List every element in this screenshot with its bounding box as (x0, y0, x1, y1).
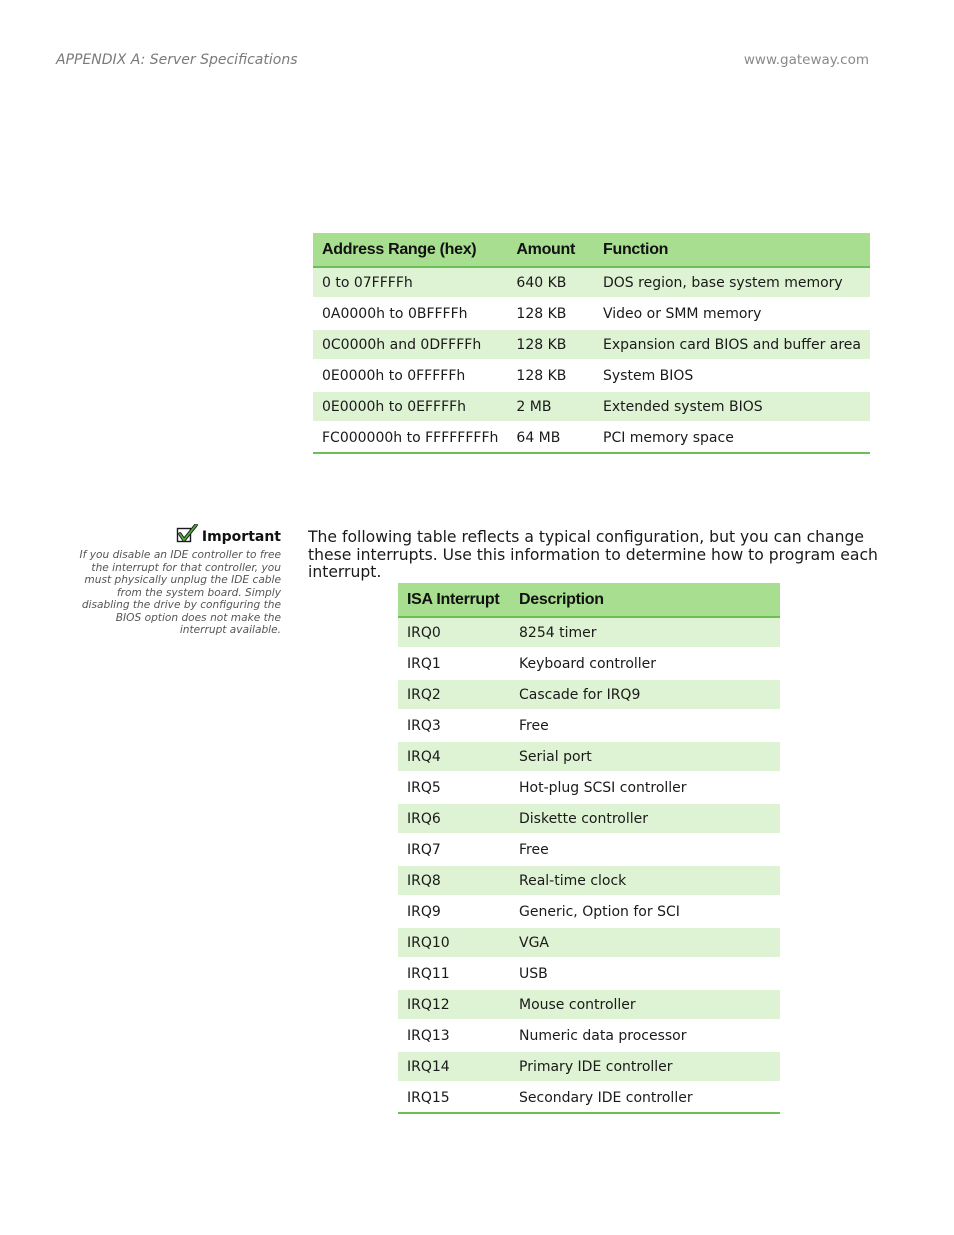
description-cell: Numeric data processor (510, 1020, 780, 1051)
address-range-cell: 0E0000h to 0FFFFFh (313, 360, 507, 391)
description-cell: Real-time clock (510, 865, 780, 896)
function-cell: Expansion card BIOS and buffer area (594, 329, 870, 360)
irq-table (398, 583, 780, 1114)
interrupt-cell: IRQ9 (398, 896, 510, 927)
table-row (398, 896, 780, 927)
interrupt-cell: IRQ4 (398, 741, 510, 772)
interrupt-cell: IRQ15 (398, 1082, 510, 1113)
address-range-cell: 0A0000h to 0BFFFFh (313, 298, 507, 329)
description-cell: Cascade for IRQ9 (510, 679, 780, 710)
description-cell: Free (510, 834, 780, 865)
important-note (70, 524, 281, 637)
interrupt-cell: IRQ12 (398, 989, 510, 1020)
table-row (398, 617, 780, 648)
amount-cell: 2 MB (507, 391, 594, 422)
table-row (398, 648, 780, 679)
running-header-website: www.gateway.com (743, 52, 869, 68)
interrupt-cell: IRQ3 (398, 710, 510, 741)
table-row (398, 1051, 780, 1082)
table-row (398, 1082, 780, 1113)
interrupt-cell: IRQ11 (398, 958, 510, 989)
interrupt-cell: IRQ7 (398, 834, 510, 865)
description-cell: Free (510, 710, 780, 741)
table-header-row (398, 583, 780, 617)
table-row (313, 267, 870, 298)
table-row (313, 360, 870, 391)
table-row (398, 958, 780, 989)
column-header: Description (510, 583, 780, 617)
interrupt-cell: IRQ10 (398, 927, 510, 958)
table-row (313, 391, 870, 422)
interrupt-cell: IRQ1 (398, 648, 510, 679)
table-row (398, 741, 780, 772)
checkmark-icon (176, 524, 198, 548)
interrupt-cell: IRQ5 (398, 772, 510, 803)
description-cell: Hot-plug SCSI controller (510, 772, 780, 803)
description-cell: VGA (510, 927, 780, 958)
amount-cell: 128 KB (507, 298, 594, 329)
description-cell: Generic, Option for SCI (510, 896, 780, 927)
table-row (313, 329, 870, 360)
interrupt-cell: IRQ13 (398, 1020, 510, 1051)
table-row (398, 772, 780, 803)
memory-map-table (313, 233, 870, 454)
table-header-row (313, 233, 870, 267)
amount-cell: 128 KB (507, 360, 594, 391)
description-cell: Mouse controller (510, 989, 780, 1020)
column-header: ISA Interrupt (398, 583, 510, 617)
table-row (398, 834, 780, 865)
table-row (398, 989, 780, 1020)
address-range-cell: 0C0000h and 0DFFFFh (313, 329, 507, 360)
table-row (398, 1020, 780, 1051)
address-range-cell: 0 to 07FFFFh (313, 267, 507, 298)
interrupt-cell: IRQ6 (398, 803, 510, 834)
important-text: If you disable an IDE controller to free the interrupt for that controller, you must physically unplug the IDE cable from the system board. Simply disabling the drive by configuring the BIOS option does not make the interrupt available. (79, 549, 281, 636)
interrupt-cell: IRQ14 (398, 1051, 510, 1082)
address-range-cell: 0E0000h to 0EFFFFh (313, 391, 507, 422)
description-cell: 8254 timer (510, 617, 780, 648)
amount-cell: 128 KB (507, 329, 594, 360)
intro-paragraph: The following table reflects a typical configuration, but you can change these interrupts. Use this information to determine how to program each interrupt. (308, 528, 878, 581)
description-cell: Primary IDE controller (510, 1051, 780, 1082)
interrupt-cell: IRQ8 (398, 865, 510, 896)
table-row (313, 298, 870, 329)
table-row (398, 679, 780, 710)
address-range-cell: FC000000h to FFFFFFFFh (313, 422, 507, 453)
amount-cell: 64 MB (507, 422, 594, 453)
function-cell: System BIOS (594, 360, 870, 391)
description-cell: Serial port (510, 741, 780, 772)
important-title: Important (201, 529, 281, 545)
interrupt-cell: IRQ0 (398, 617, 510, 648)
table-row (398, 803, 780, 834)
column-header: Function (594, 233, 870, 267)
important-heading (70, 524, 281, 548)
table-row (398, 927, 780, 958)
running-header-section: APPENDIX A: Server Specifications (56, 52, 298, 68)
description-cell: Diskette controller (510, 803, 780, 834)
function-cell: PCI memory space (594, 422, 870, 453)
function-cell: Video or SMM memory (594, 298, 870, 329)
table-row (313, 422, 870, 453)
description-cell: Keyboard controller (510, 648, 780, 679)
column-header: Address Range (hex) (313, 233, 507, 267)
description-cell: USB (510, 958, 780, 989)
table-row (398, 865, 780, 896)
description-cell: Secondary IDE controller (510, 1082, 780, 1113)
amount-cell: 640 KB (507, 267, 594, 298)
function-cell: DOS region, base system memory (594, 267, 870, 298)
column-header: Amount (507, 233, 594, 267)
interrupt-cell: IRQ2 (398, 679, 510, 710)
function-cell: Extended system BIOS (594, 391, 870, 422)
table-row (398, 710, 780, 741)
